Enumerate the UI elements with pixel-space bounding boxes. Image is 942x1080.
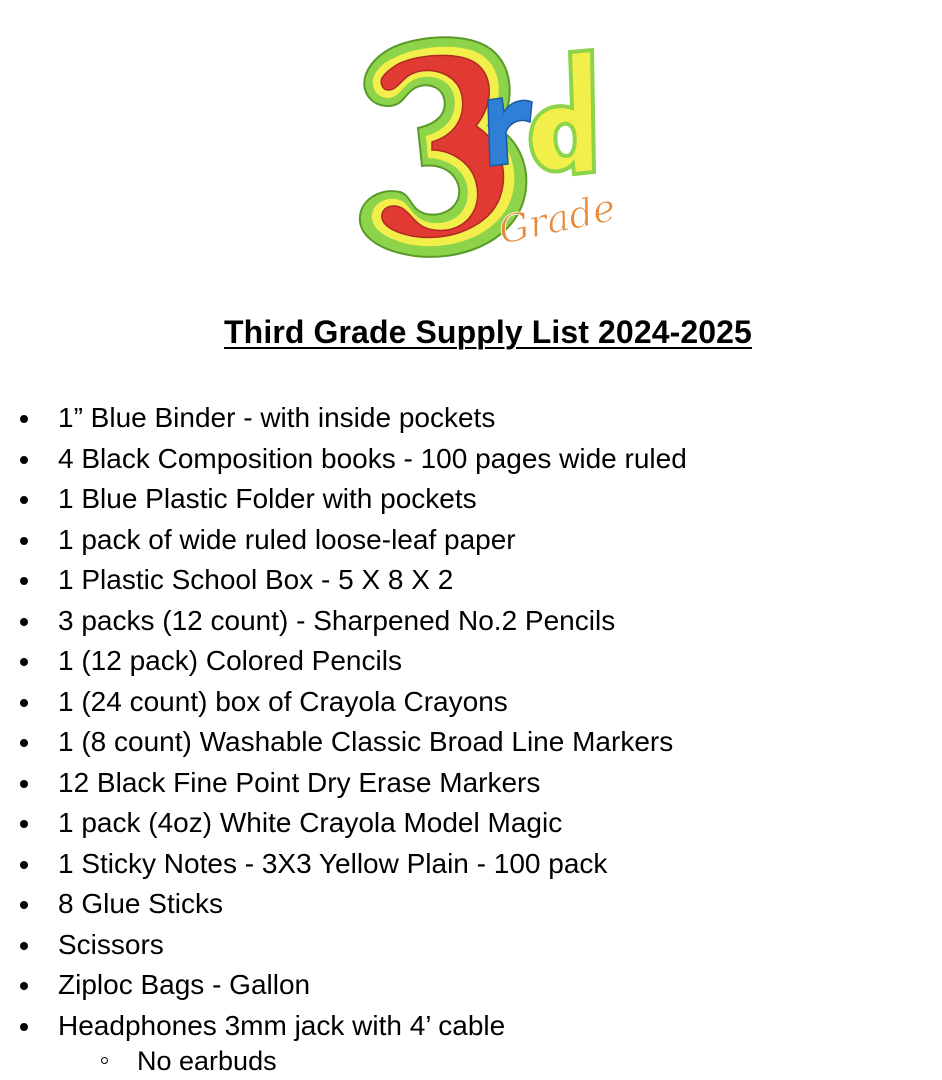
list-item — [0, 965, 687, 1006]
list-item — [0, 884, 687, 925]
sublist-item — [0, 1044, 277, 1078]
logo-letter-d — [531, 50, 595, 174]
bullet-icon — [20, 1023, 28, 1031]
bullet-icon — [20, 456, 28, 464]
list-item — [0, 601, 687, 642]
bullet-icon — [20, 739, 28, 747]
bullet-icon — [20, 780, 28, 788]
list-item — [0, 479, 687, 520]
list-item-text: 1 (24 count) box of Crayola Crayons — [58, 685, 508, 717]
logo-word-grade: Grade — [494, 185, 620, 253]
list-item-text: 1 Sticky Notes - 3X3 Yellow Plain - 100 pack — [58, 847, 608, 879]
bullet-icon — [20, 537, 28, 545]
third-grade-logo — [352, 32, 624, 268]
list-item-text: 1 (8 count) Washable Classic Broad Line Markers — [58, 726, 674, 757]
list-item — [0, 398, 687, 439]
list-item-text: 3 packs (12 count) - Sharpened No.2 Pencils — [58, 604, 616, 636]
list-item — [0, 682, 687, 723]
list-item — [0, 560, 687, 601]
list-item — [0, 722, 687, 763]
sublist-item-text: No earbuds — [137, 1046, 277, 1076]
bullet-icon — [20, 496, 28, 504]
list-item-text: 8 Glue Sticks — [58, 888, 223, 919]
list-item-text: Ziploc Bags - Gallon — [58, 969, 311, 1000]
supply-list — [0, 398, 687, 1046]
list-item — [0, 439, 687, 480]
list-item-text: 1 pack of wide ruled loose-leaf paper — [58, 523, 516, 555]
list-item-text: 1 Blue Plastic Folder with pockets — [58, 483, 477, 514]
hollow-bullet-icon — [101, 1057, 108, 1064]
list-item-text: 1 (12 pack) Colored Pencils — [58, 645, 402, 676]
bullet-icon — [20, 415, 28, 423]
supply-sublist — [0, 1044, 277, 1078]
list-item — [0, 1006, 687, 1047]
list-item-text: 1” Blue Binder - with inside pockets — [58, 402, 496, 433]
bullet-icon — [20, 861, 28, 869]
list-item-text: Scissors — [58, 928, 164, 960]
bullet-icon — [20, 982, 28, 990]
list-item-text: 1 Plastic School Box - 5 X 8 X 2 — [58, 564, 454, 595]
list-item — [0, 925, 687, 966]
list-item — [0, 520, 687, 561]
bullet-icon — [20, 820, 28, 828]
bullet-icon — [20, 942, 28, 950]
list-item-text: 4 Black Composition books - 100 pages wide ruled — [58, 442, 687, 474]
bullet-icon — [20, 618, 28, 626]
bullet-icon — [20, 577, 28, 585]
list-item-text: 1 pack (4oz) White Crayola Model Magic — [58, 807, 563, 838]
list-item — [0, 763, 687, 804]
list-item — [0, 641, 687, 682]
list-item-text: 12 Black Fine Point Dry Erase Markers — [58, 766, 541, 798]
list-item — [0, 803, 687, 844]
list-item-text: Headphones 3mm jack with 4’ cable — [58, 1009, 506, 1041]
bullet-icon — [20, 699, 28, 707]
bullet-icon — [20, 658, 28, 666]
bullet-icon — [20, 901, 28, 909]
list-item — [0, 844, 687, 885]
page-title: Third Grade Supply List 2024-2025 — [224, 314, 752, 350]
